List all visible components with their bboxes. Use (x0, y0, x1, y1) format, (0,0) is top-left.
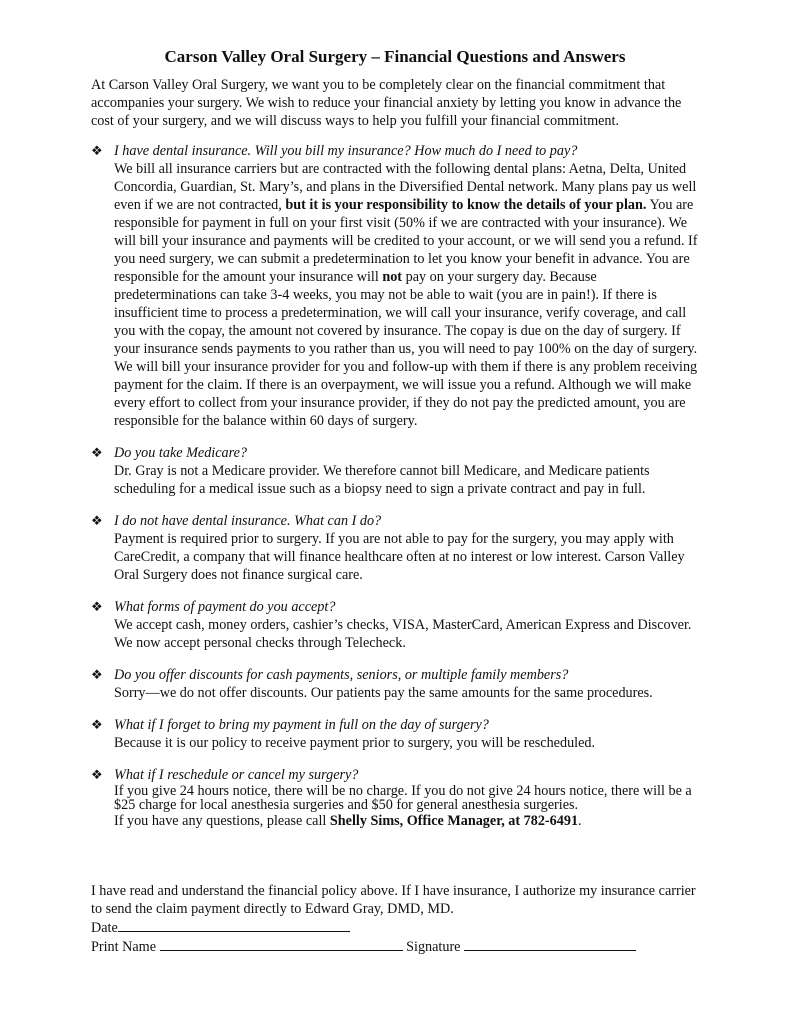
faq-answer: Sorry—we do not offer discounts. Our patients pay the same amounts for the same procedures. (114, 685, 653, 701)
page-title: Carson Valley Oral Surgery – Financial Questions and Answers (164, 47, 626, 66)
diamond-bullet-icon: ❖ (91, 445, 103, 460)
faq-list (91, 142, 699, 830)
faq-answer: Because it is our policy to receive payment prior to surgery, you will be rescheduled. (114, 735, 596, 751)
date-field[interactable] (118, 918, 350, 932)
acknowledgement-text: I have read and understand the financial policy above. If I have insurance, I authorize my insurance carrier to send the claim payment directly to Edward Gray, DMD, MD. (91, 883, 696, 917)
diamond-bullet-icon: ❖ (91, 599, 103, 614)
faq-question: What if I reschedule or cancel my surgery? (114, 767, 359, 783)
faq-question: Do you offer discounts for cash payments, seniors, or multiple family members? (114, 667, 569, 683)
emphasis-text: but it is your responsibility to know the details of your plan. (285, 197, 647, 213)
faq-item-no-insurance (91, 512, 699, 584)
print-name-label: Print Name (91, 939, 157, 955)
faq-question: Do you take Medicare? (114, 445, 248, 461)
faq-question: What if I forget to bring my payment in full on the day of surgery? (114, 717, 489, 733)
diamond-bullet-icon: ❖ (91, 143, 103, 158)
faq-answer: We bill all insurance carriers but are contracted with the following dental plans: Aetna, Delta, United Concordia, Guardian, St. Mary’s, and plans in the Diversified Dental network. Many plans pay us well even if we are not contracted, but it is your responsibility to know the details of your plan. You are responsible for payment in full on your first visit (50% if we are contracted with your insurance). We will bill your insurance and payments will be credited to your account, or we will send you a refund. If you need surgery, we can submit a predetermination to let you know your benefit in advance. You are responsible for the amount your insurance will not pay on your surgery day. Because predeterminations can take 3-4 weeks, you may not be able to wait (you are in pain!). If there is insufficient time to process a predetermination, we will call your insurance, verify coverage, and call you with the copay, the amount not covered by insurance. The copay is due on the day of surgery. If your insurance sends payments to you rather than us, you will need to pay 100% on the day of surgery. (114, 161, 698, 357)
faq-answer-continued: We will bill your insurance provider for you and follow-up with them if there is any problem receiving payment for the claim. If there is an overpayment, we will issue you a refund. Although we will make every effort to collect from your insurance provider, if they do not pay the predicted amount, you are responsible for the balance within 60 days of surgery. (114, 359, 698, 429)
date-label: Date (91, 920, 118, 936)
faq-question: I do not have dental insurance. What can I do? (114, 513, 382, 529)
faq-item-payment-forms (91, 598, 699, 652)
emphasis-text: not (382, 269, 403, 285)
faq-answer: Dr. Gray is not a Medicare provider. We therefore cannot bill Medicare, and Medicare patients scheduling for a medical issue such as a biopsy need to sign a private contract and pay in full. (114, 463, 650, 497)
faq-answer: We accept cash, money orders, cashier’s checks, VISA, MasterCard, American Express and Discover. We now accept personal checks through Telecheck. (114, 617, 692, 651)
faq-item-insurance (91, 142, 699, 430)
diamond-bullet-icon: ❖ (91, 767, 103, 782)
acknowledgement-section (91, 882, 699, 956)
signature-label: Signature (406, 939, 461, 955)
faq-item-forgot-payment (91, 716, 699, 752)
faq-question: I have dental insurance. Will you bill my insurance? How much do I need to pay? (114, 143, 578, 159)
diamond-bullet-icon: ❖ (91, 717, 103, 732)
contact-line: If you have any questions, please call Shelly Sims, Office Manager, at 782-6491. (114, 813, 582, 829)
date-line (91, 918, 699, 937)
faq-question: What forms of payment do you accept? (114, 599, 336, 615)
faq-answer: If you give 24 hours notice, there will be no charge. If you do not give 24 hours notice, there will be a $25 charge for local anesthesia surgeries and $50 for general anesthesia surgeries. (114, 783, 692, 813)
faq-answer: Payment is required prior to surgery. If you are not able to pay for the surgery, you may apply with CareCredit, a company that will finance healthcare often at no interest or low interest. Carson Valley Oral Surgery does not finance surgical care. (114, 531, 685, 583)
faq-item-discounts (91, 666, 699, 702)
intro-paragraph: At Carson Valley Oral Surgery, we want you to be completely clear on the financial commitment that accompanies your surgery. We wish to reduce your financial anxiety by letting you know in advance the cost of your surgery, and we will discuss ways to help you fulfill your financial commitment. (91, 77, 682, 129)
name-signature-line (91, 937, 699, 956)
signature-field[interactable] (464, 937, 636, 951)
office-manager-contact: Shelly Sims, Office Manager, at 782-6491 (329, 813, 579, 829)
diamond-bullet-icon: ❖ (91, 513, 103, 528)
print-name-field[interactable] (160, 937, 403, 951)
diamond-bullet-icon: ❖ (91, 667, 103, 682)
faq-item-reschedule (91, 766, 699, 830)
faq-item-medicare (91, 444, 699, 498)
